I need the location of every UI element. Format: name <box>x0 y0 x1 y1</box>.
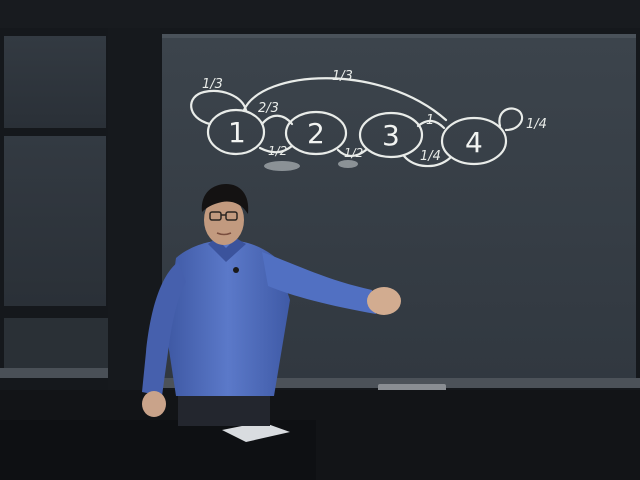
label-3-to-2: 1/2 <box>344 146 364 160</box>
state-label-3: 3 <box>382 119 400 152</box>
lecturer-right-hand <box>367 287 401 315</box>
label-self-loop-4: 1/4 <box>526 117 547 132</box>
left-board-panel-lower <box>4 318 108 370</box>
state-label-4: 4 <box>465 126 483 159</box>
label-top-arc: 1/3 <box>332 69 353 84</box>
lecturer-left-hand <box>142 391 166 417</box>
state-label-2: 2 <box>307 117 325 150</box>
label-4-to-3: 1/4 <box>420 149 441 164</box>
label-2-to-1: 1/2 <box>268 144 288 158</box>
left-board-panel-bottom <box>4 136 106 306</box>
state-label-1: 1 <box>228 116 246 149</box>
board-top-edge <box>162 34 636 38</box>
label-3-to-4: 1 <box>426 113 435 128</box>
label-1-to-2: 2/3 <box>258 101 279 116</box>
microphone-icon <box>233 267 239 273</box>
left-board-panel-top <box>4 36 106 128</box>
label-self-loop-1: 1/3 <box>202 77 223 92</box>
lecturer-pants <box>178 392 270 426</box>
left-board-ledge <box>0 368 112 378</box>
top-frame <box>0 0 640 28</box>
